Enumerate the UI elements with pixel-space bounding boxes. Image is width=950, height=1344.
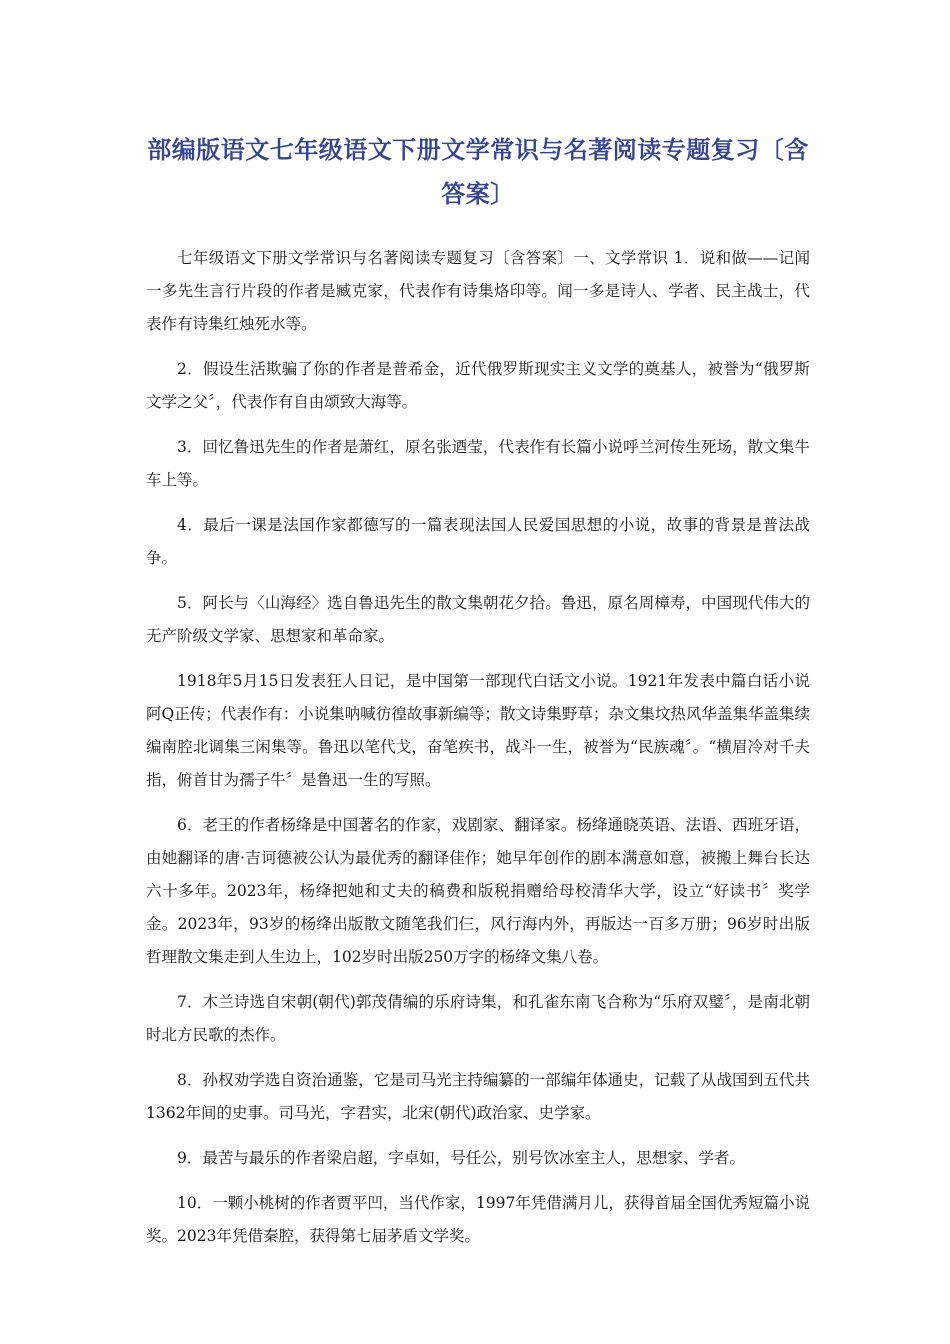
paragraph-item-5: 5．阿长与〈山海经〉选自鲁迅先生的散文集朝花夕拾。鲁迅，原名周樟寿，中国现代伟大的无产阶级文学家、思想家和革命家。: [146, 594, 810, 645]
paragraph-intro: 七年级语文下册文学常识与名著阅读专题复习〔含答案〕一、文学常识 1．说和做——记闻一多先生言行片段的作者是臧克家，代表作有诗集烙印等。闻一多是诗人、学者、民主战士，代表作有诗集红烛死水等。: [146, 249, 810, 333]
paragraph-item-7: 7．木兰诗选自宋朝(朝代)郭茂倩编的乐府诗集，和孔雀东南飞合称为“乐府双璧〞，是南北朝时北方民歌的杰作。: [146, 993, 810, 1044]
paragraph-item-8: 8．孙权劝学选自资治通鉴，它是司马光主持编纂的一部编年体通史，记载了从战国到五代共1362年间的史事。司马光，字君实，北宋(朝代)政治家、史学家。: [146, 1071, 810, 1122]
document-title: 部编版语文七年级语文下册文学常识与名著阅读专题复习〔含答案〕: [147, 136, 809, 208]
paragraph-item-10: 10．一颗小桃树的作者贾平凹，当代作家，1997年凭借满月儿，获得首届全国优秀短篇小说奖。2023年凭借秦腔，获得第七届茅盾文学奖。: [146, 1194, 810, 1245]
paragraph-item-6: 6．老王的作者杨绛是中国著名的作家，戏剧家、翻译家。杨绛通晓英语、法语、西班牙语，由她翻译的唐·吉诃德被公认为最优秀的翻译佳作；她早年创作的剧本满意如意，被搬上舞台长达六十多年。2023年，杨绛把她和丈夫的稿费和版税捐赠给母校清华大学，设立“好读书〞奖学金。2023年，93岁的杨绛出版散文随笔我们仨，风行海内外，再版达一百多万册；96岁时出版哲理散文集走到人生边上，102岁时出版250万字的杨绛文集八卷。: [146, 816, 810, 966]
paragraph-item-3: 3．回忆鲁迅先生的作者是萧红，原名张迺莹，代表作有长篇小说呼兰河传生死场，散文集牛车上等。: [146, 438, 810, 489]
paragraph-item-9: 9．最苦与最乐的作者梁启超，字卓如，号任公，别号饮冰室主人，思想家、学者。: [177, 1149, 745, 1167]
paragraph-item-4: 4．最后一课是法国作家都德写的一篇表现法国人民爱国思想的小说，故事的背景是普法战争。: [146, 516, 810, 567]
paragraph-luxun-works: 1918年5月15日发表狂人日记，是中国第一部现代白话文小说。1921年发表中篇白话小说阿Q正传；代表作有：小说集呐喊彷徨故事新编等；散文诗集野草；杂文集坟热风华盖集华盖集续编南腔北调集三闲集等。鲁迅以笔代戈，奋笔疾书，战斗一生，被誉为“民族魂〞。“横眉冷对千夫指，俯首甘为孺子牛〞是鲁迅一生的写照。: [146, 672, 810, 789]
paragraph-item-2: 2．假设生活欺骗了你的作者是普希金，近代俄罗斯现实主义文学的奠基人，被誉为“俄罗斯文学之父〞，代表作有自由颂致大海等。: [146, 360, 810, 411]
